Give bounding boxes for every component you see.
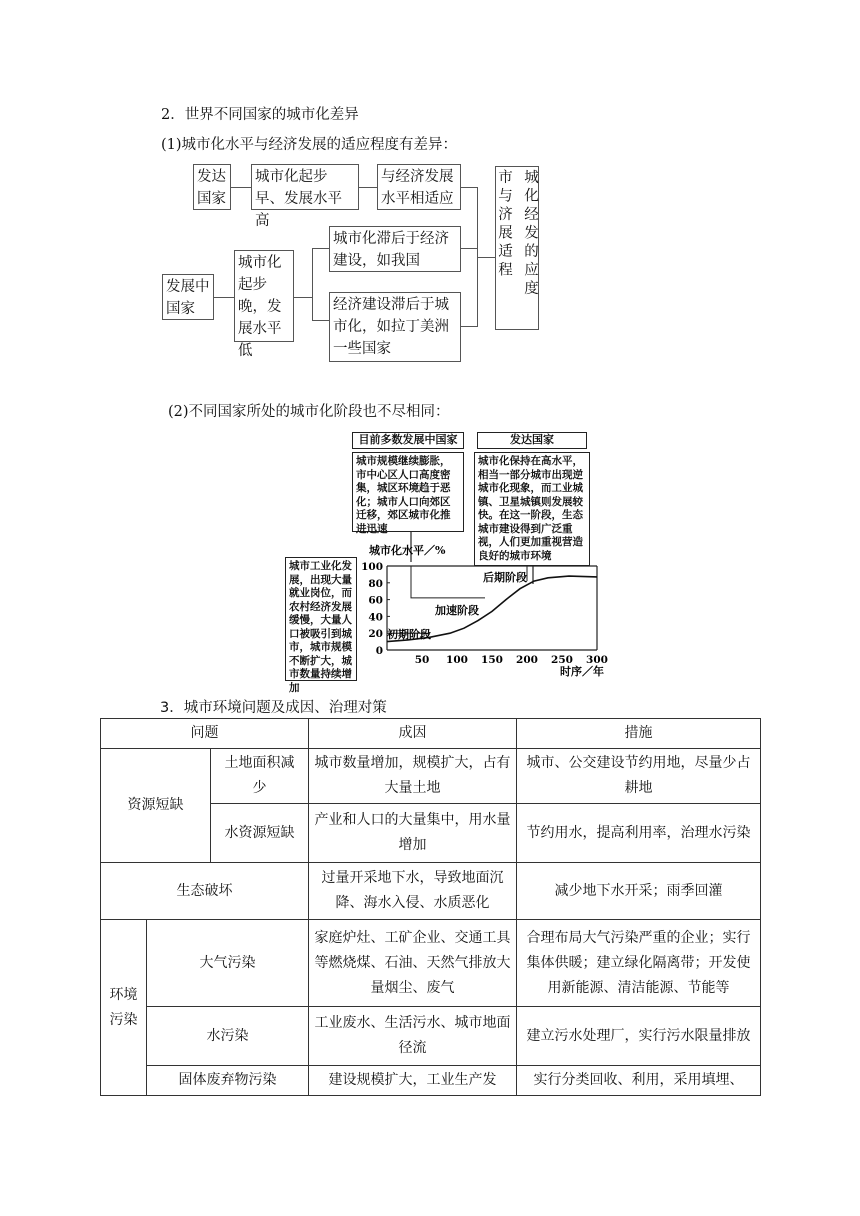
adaptation-box xyxy=(495,166,539,330)
note-late: 城市化保持在高水平，相当一部分城市出现逆城市化现象，而工业城镇、卫星城镇则发展较快。在这一阶段，生态城市建设得到广泛重视，人们更加重视营造良好的城市环境 xyxy=(474,452,590,566)
stage-early-label: 初期阶段 xyxy=(387,628,431,641)
branch2-box: 经济建设滞后于城市化，如拉丁美洲一些国家 xyxy=(329,292,461,362)
cell-waterp-measure: 建立污水处理厂，实行污水限量排放 xyxy=(517,1007,761,1066)
head-developed: 发达国家 xyxy=(477,432,587,449)
y-tick-label: 40 xyxy=(368,611,383,624)
note-accelerating: 城市规模继续膨胀，市中心区人口高度密集，城区环境趋于恶化；城市人口向郊区迁移，郊区城市化推进迅速 xyxy=(352,452,464,532)
adaptation-col1: 城化经发的应度 xyxy=(522,169,538,299)
x-tick-label: 200 xyxy=(516,654,538,666)
header-cause: 成因 xyxy=(309,719,517,749)
section3-heading: 3．城市环境问题及成因、治理对策 xyxy=(160,700,387,716)
cell-air-measure: 合理布局大气污染严重的企业；实行集体供暖；建立绿化隔离带；开发使用新能源、清洁能源、节能等 xyxy=(517,920,761,1007)
table-header-row xyxy=(101,719,761,749)
section2-sub2: (2)不同国家所处的城市化阶段也不尽相同： xyxy=(168,404,450,420)
x-tick-label: 250 xyxy=(551,654,573,666)
section2-sub1: (1)城市化水平与经济发展的适应程度有差异： xyxy=(161,137,458,153)
cell-waterp-cause: 工业废水、生活污水、城市地面径流 xyxy=(309,1007,517,1066)
cell-water-cause: 产业和人口的大量集中，用水量增加 xyxy=(309,804,517,863)
cell-solid: 固体废弃物污染 xyxy=(147,1066,309,1096)
cell-air-cause: 家庭炉灶、工矿企业、交通工具等燃烧煤、石油、天然气排放大量烟尘、废气 xyxy=(309,920,517,1007)
y-tick-label: 0 xyxy=(375,645,383,657)
developed-box: 发达国家 xyxy=(193,164,231,210)
developing-trait-box: 城市化起步晚，发展水平低 xyxy=(234,250,294,342)
cell-land-cause: 城市数量增加，规模扩大，占有大量土地 xyxy=(309,749,517,804)
cell-eco-cause: 过量开采地下水，导致地面沉降、海水入侵、水质恶化 xyxy=(309,863,517,920)
cell-water-measure: 节约用水，提高利用率，治理水污染 xyxy=(517,804,761,863)
cell-solid-cause: 建设规模扩大，工业生产发 xyxy=(309,1066,517,1096)
cell-solid-measure: 实行分类回收、利用，采用填埋、 xyxy=(517,1066,761,1096)
stage-late-label: 后期阶段 xyxy=(483,571,527,584)
environment-table xyxy=(100,718,761,1096)
section2-heading: 2．世界不同国家的城市化差异 xyxy=(161,107,359,123)
cell-water-shortage: 水资源短缺 xyxy=(211,804,309,863)
table-row xyxy=(101,749,761,804)
cell-eco-measure: 减少地下水开采；雨季回灌 xyxy=(517,863,761,920)
developed-trait-box: 城市化起步早、发展水平高 xyxy=(251,164,359,210)
cell-air: 大气污染 xyxy=(147,920,309,1007)
table-row xyxy=(101,920,761,1007)
cell-eco: 生态破坏 xyxy=(101,863,309,920)
adaptation-col2: 市与济展适程 xyxy=(496,169,512,280)
y-axis-label: 城市化水平／% xyxy=(369,544,446,557)
table-row xyxy=(101,1066,761,1096)
header-problem: 问题 xyxy=(101,719,309,749)
chart-svg xyxy=(355,532,620,682)
x-tick-label: 150 xyxy=(481,654,503,666)
developed-result-box: 与经济发展水平相适应 xyxy=(377,164,461,210)
cell-resource-shortage: 资源短缺 xyxy=(101,749,211,863)
stage-accelerating-label: 加速阶段 xyxy=(435,604,479,617)
y-tick-label: 60 xyxy=(368,594,383,607)
x-tick-label: 100 xyxy=(446,654,468,666)
x-tick-label: 300 xyxy=(586,654,608,666)
y-tick-label: 100 xyxy=(361,561,383,573)
note-early: 城市工业化发展，出现大量就业岗位，而农村经济发展缓慢，大量人口被吸引到城市，城市规模不断扩大，城市数量持续增加 xyxy=(285,557,357,681)
cell-water-pollution: 水污染 xyxy=(147,1007,309,1066)
developing-box: 发展中国家 xyxy=(162,274,214,320)
y-tick-label: 20 xyxy=(368,628,383,641)
x-tick-label: 50 xyxy=(414,654,430,666)
cell-land-shortage: 土地面积减少 xyxy=(211,749,309,804)
cell-env-pollution: 环境污染 xyxy=(101,920,147,1096)
table-row xyxy=(101,863,761,920)
stage-boundary-accelerating xyxy=(411,566,485,598)
y-tick-label: 80 xyxy=(368,577,383,590)
header-measure: 措施 xyxy=(517,719,761,749)
branch1-box: 城市化滞后于经济建设，如我国 xyxy=(329,226,461,272)
x-axis-label: 时序／年 xyxy=(560,665,604,678)
table-row xyxy=(101,1007,761,1066)
cell-land-measure: 城市、公交建设节约用地，尽量少占耕地 xyxy=(517,749,761,804)
head-developing: 目前多数发展中国家 xyxy=(352,432,464,449)
